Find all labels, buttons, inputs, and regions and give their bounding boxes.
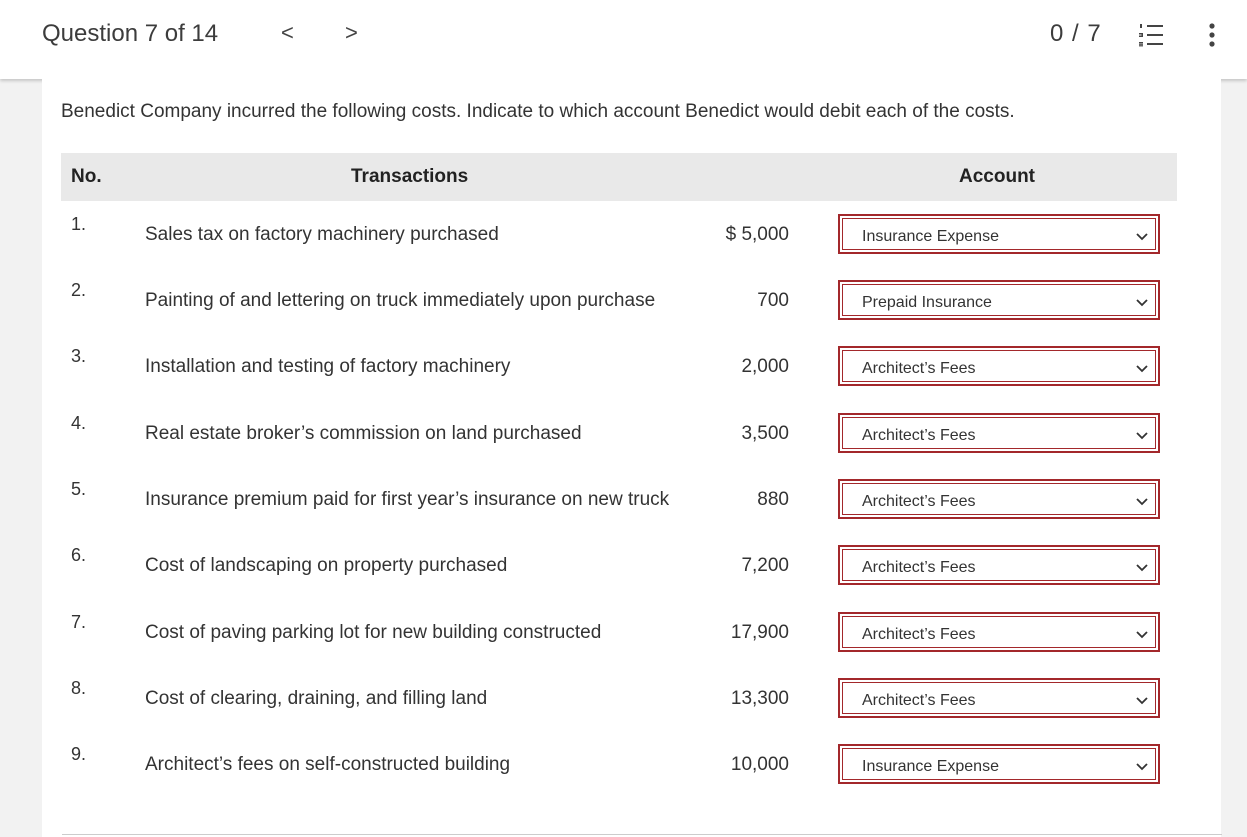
chevron-down-icon [1135,494,1149,508]
divider [62,834,1222,835]
table-row [61,346,1177,396]
transaction-description: Cost of paving parking lot for new building constructed [145,622,602,643]
chevron-down-icon [1135,627,1149,641]
table-row [61,612,1177,662]
transaction-amount: 10,000 [730,754,789,775]
transaction-amount: 7,200 [741,555,789,576]
transaction-amount: 700 [757,290,789,311]
table-header [61,153,1177,201]
chevron-down-icon [1135,361,1149,375]
header-account: Account [959,166,1035,187]
account-select-value: Architect’s Fees [862,360,976,377]
transaction-description: Real estate broker’s commission on land purchased [145,423,582,444]
more-vertical-icon[interactable] [1205,22,1219,48]
transaction-description: Insurance premium paid for first year’s insurance on new truck [145,489,670,510]
transaction-description: Installation and testing of factory machinery [145,356,511,377]
table-row [61,545,1177,595]
top-bar [0,0,1247,79]
chevron-down-icon [1135,295,1149,309]
transaction-amount: 880 [757,489,789,510]
account-select-value: Architect’s Fees [862,427,976,444]
previous-question-button[interactable]: < [281,20,294,45]
account-select-value: Architect’s Fees [862,493,976,510]
question-panel [42,79,1221,837]
transaction-amount: 2,000 [741,356,789,377]
account-select-value: Insurance Expense [862,758,999,775]
header-no: No. [71,166,102,187]
transaction-amount: 17,900 [730,622,789,643]
chevron-down-icon [1135,693,1149,707]
row-number: 6. [71,545,87,565]
chevron-down-icon [1135,759,1149,773]
account-select-value: Architect’s Fees [862,559,976,576]
row-number: 5. [71,479,87,499]
account-select[interactable] [838,413,1160,453]
transaction-amount: $ 5,000 [725,224,789,245]
account-select-value: Architect’s Fees [862,692,976,709]
transaction-amount: 3,500 [741,423,789,444]
account-select[interactable] [838,214,1160,254]
account-select[interactable] [838,346,1160,386]
chevron-down-icon [1135,428,1149,442]
row-number: 2. [71,280,87,300]
transaction-description: Cost of clearing, draining, and filling land [145,688,488,709]
row-number: 8. [71,678,87,698]
transaction-description: Painting of and lettering on truck immediately upon purchase [145,290,656,311]
account-select[interactable] [838,280,1160,320]
question-counter: Question 7 of 14 [42,20,219,47]
table-row [61,744,1177,794]
list-icon[interactable] [1138,23,1164,47]
table-row [61,413,1177,463]
table-row [61,214,1177,264]
transaction-description: Sales tax on factory machinery purchased [145,224,499,245]
score-display: 0 / 7 [1050,20,1102,47]
account-select[interactable] [838,545,1160,585]
transaction-description: Cost of landscaping on property purchased [145,555,508,576]
row-number: 4. [71,413,87,433]
transaction-amount: 13,300 [730,688,789,709]
next-question-button[interactable]: > [345,20,358,45]
account-select[interactable] [838,678,1160,718]
table-row [61,280,1177,330]
row-number: 7. [71,612,87,632]
table-row [61,479,1177,529]
account-select-value: Prepaid Insurance [862,294,992,311]
row-number: 9. [71,744,87,764]
chevron-down-icon [1135,229,1149,243]
row-number: 3. [71,346,87,366]
account-select-value: Architect’s Fees [862,626,976,643]
account-select[interactable] [838,612,1160,652]
account-select[interactable] [838,479,1160,519]
account-select[interactable] [838,744,1160,784]
transaction-description: Architect’s fees on self-constructed building [145,754,511,775]
row-number: 1. [71,214,87,234]
question-prompt: Benedict Company incurred the following costs. Indicate to which account Benedict would debit each of the costs. [61,101,1015,122]
account-select-value: Insurance Expense [862,228,999,245]
table-row [61,678,1177,728]
chevron-down-icon [1135,560,1149,574]
header-transactions: Transactions [351,166,469,187]
